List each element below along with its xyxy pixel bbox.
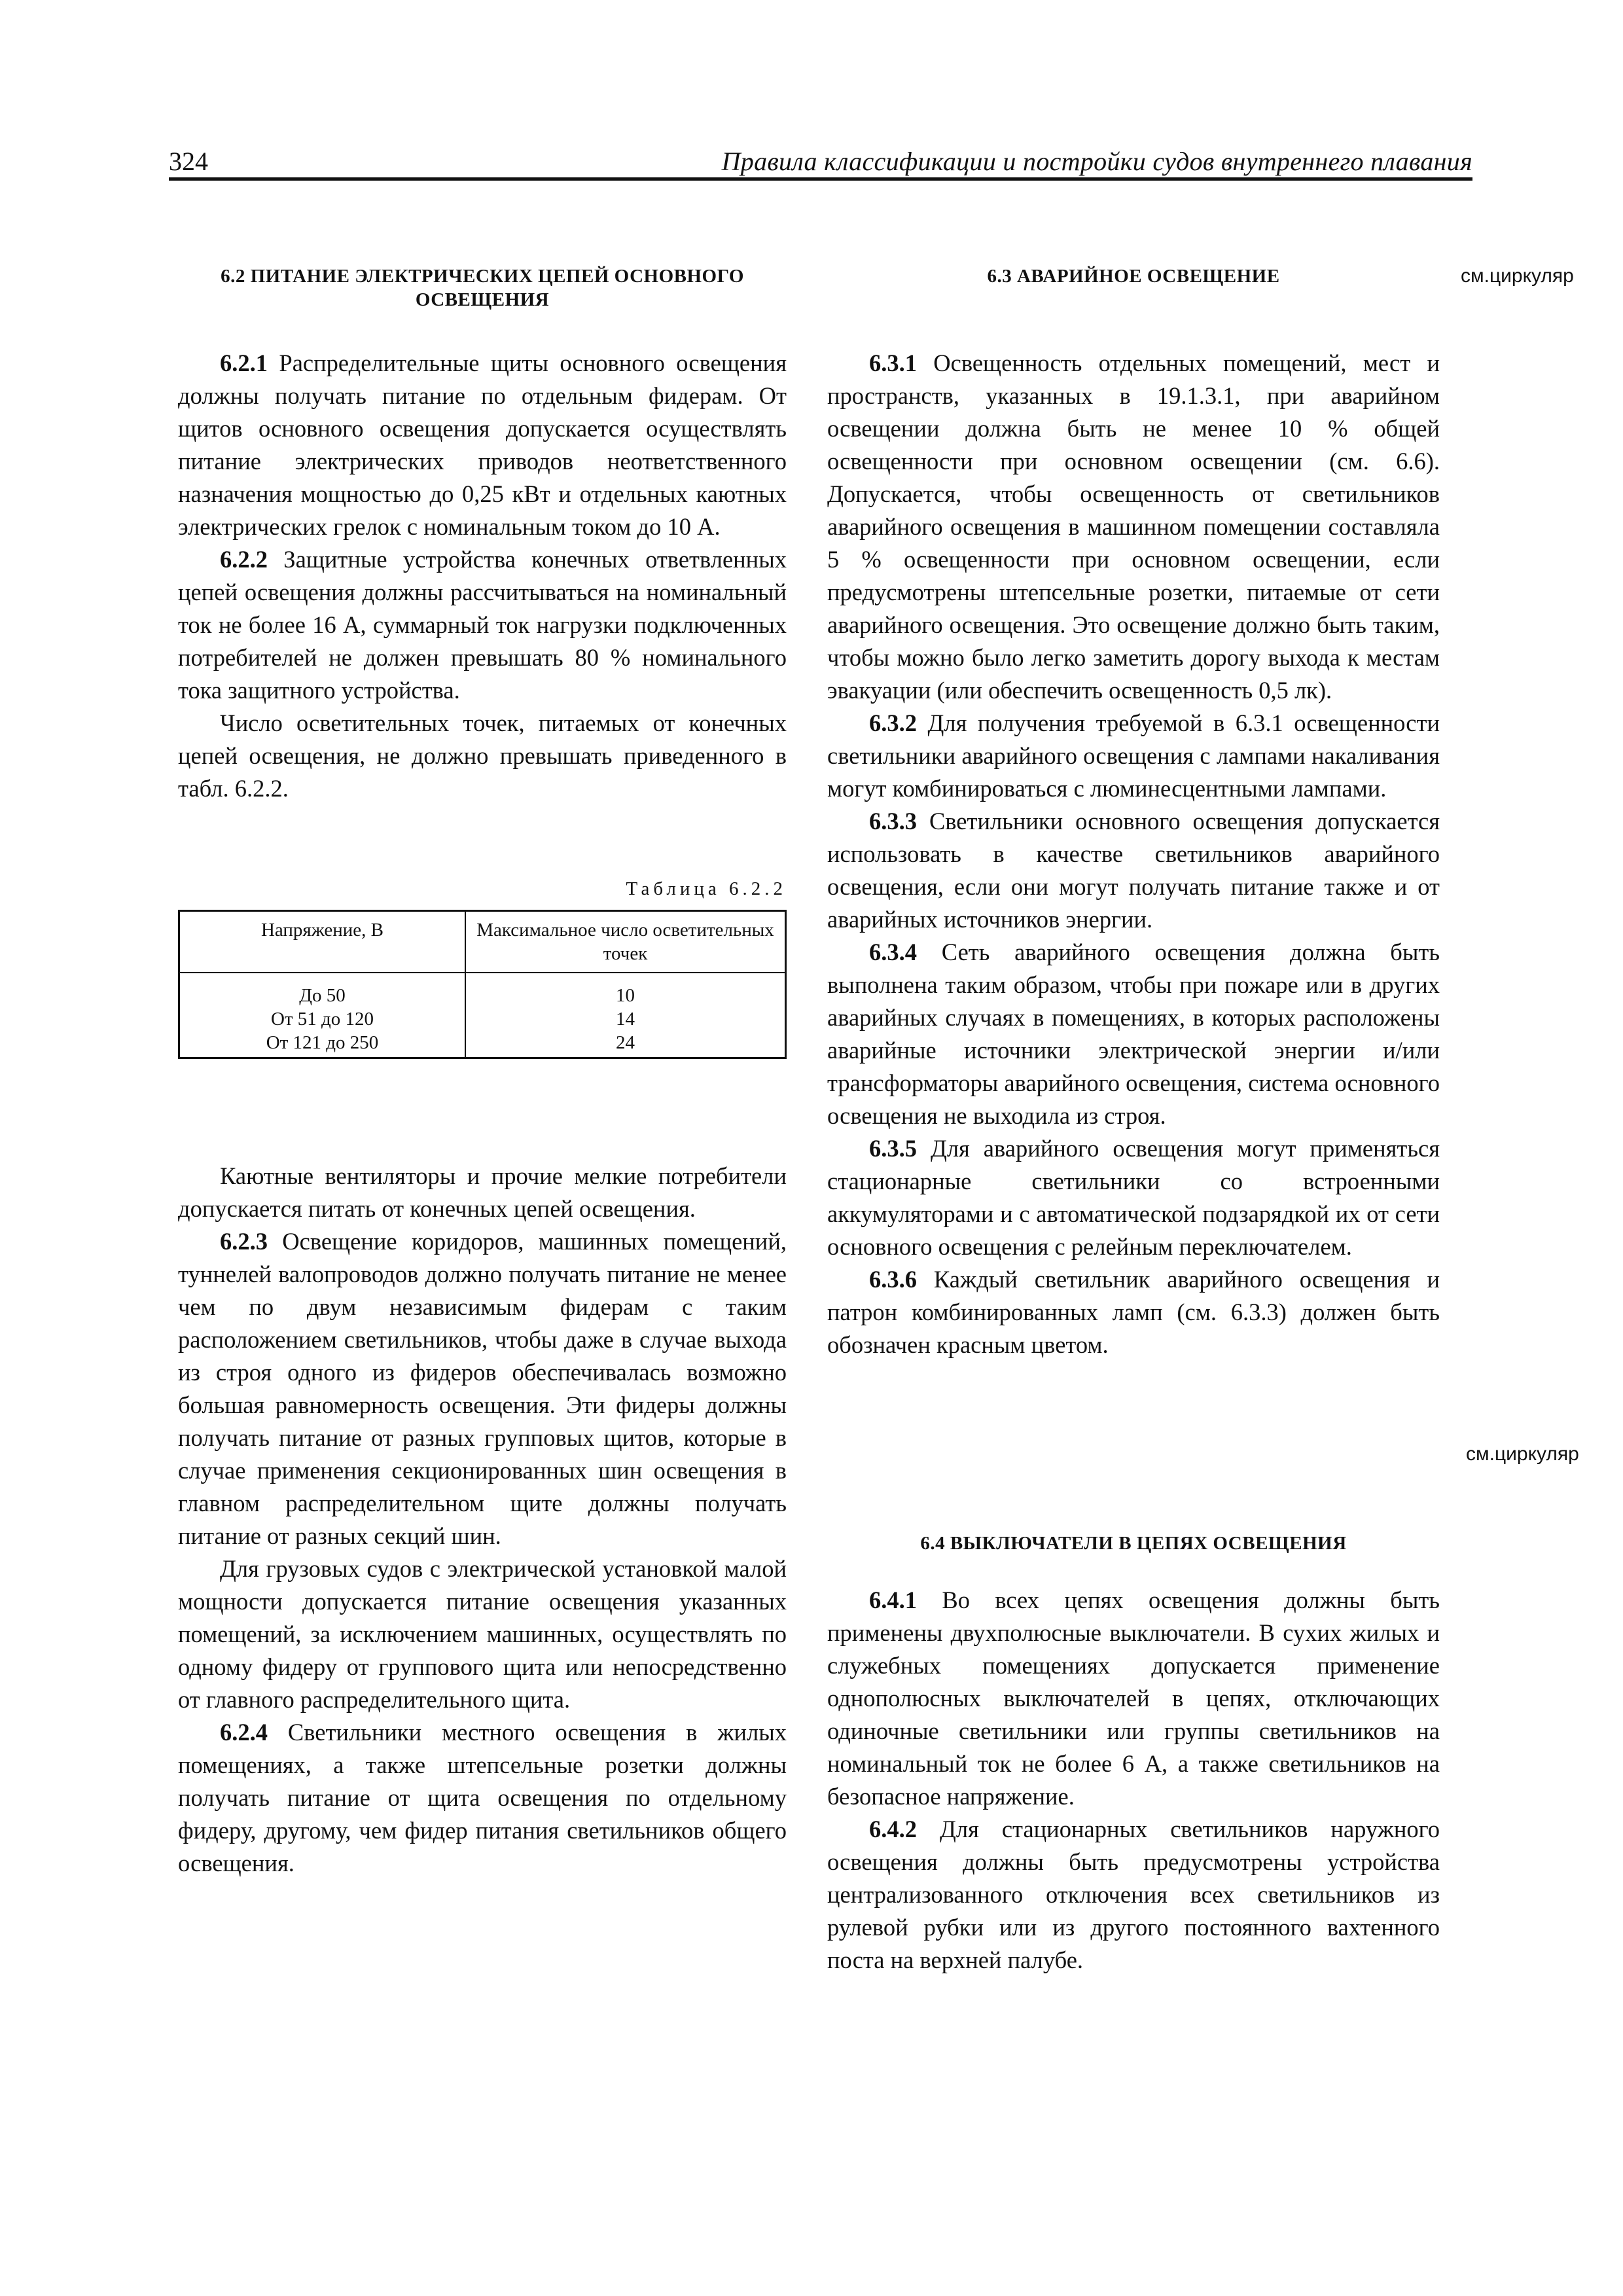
paragraph-6-3-2: [827, 707, 1440, 805]
paragraph-text: Во всех цепях освещения должны быть применены двухполюсные выключатели. В сухих жилых и служебных помещениях допускается применение однополюсных выключателей в цепях, отключающих одиночные светильники или группы светильников на номинальный ток не более 6 А, а также светильников на безопасное напряжение.: [827, 1587, 1440, 1810]
paragraph-cabin-fans: Каютные вентиляторы и прочие мелкие потребители допускается питать от конечных цепей освещения.: [178, 1162, 787, 1222]
paragraph-6-2-4: [178, 1716, 787, 1880]
paragraph-6-2-2: [178, 543, 787, 707]
paragraph-lighting-points: Число осветительных точек, питаемых от конечных цепей освещения, не должно превышать приведенного в табл. 6.2.2.: [178, 709, 787, 802]
paragraph-6-4-1: [827, 1584, 1440, 1813]
right-text-block-1: [827, 347, 1440, 1361]
right-text-block-2: [827, 1584, 1440, 1977]
paragraph-text: Для получения требуемой в 6.3.1 освещенности светильники аварийного освещения с лампами накаливания могут комбинироваться с люминесцентными лампами.: [827, 709, 1440, 802]
paragraph-text: Светильники местного освещения в жилых помещениях, а также штепсельные розетки должны получать питание от щита освещения по отдельному фидеру, другому, чем фидер питания светильников общего освещения.: [178, 1719, 787, 1876]
table-caption: Таблица 6.2.2: [626, 878, 787, 899]
left-text-block-2: [178, 1160, 787, 1880]
table-cell-voltage: От 51 до 120: [179, 1007, 466, 1031]
table-cell-points: 14: [616, 1009, 635, 1030]
table-header-voltage: Напряжение, В: [179, 911, 466, 973]
paragraph-number: 6.3.3: [869, 808, 917, 834]
running-title: Правила классификации и постройки судов внутреннего плавания: [721, 147, 1472, 176]
paragraph-6-2-1: [178, 347, 787, 543]
paragraph-number: 6.3.2: [869, 709, 917, 736]
paragraph-number: 6.3.1: [869, 350, 917, 376]
paragraph-text: Освещение коридоров, машинных помещений, туннелей валопроводов должно получать питание не менее чем по двум независимым фидерам с таким расположением светильников, чтобы даже в случае выхода из строя одного из фидеров обеспечивалась возможно большая равномерность освещения. Эти фидеры должны получать питание от разных групповых щитов, которые в случае применения секционированных шин освещения в главном распределительном щите должны получать питание от разных секций шин.: [178, 1228, 787, 1549]
paragraph-number: 6.3.5: [869, 1135, 917, 1162]
paragraph-6-3-4: [827, 936, 1440, 1132]
paragraph-text: Защитные устройства конечных ответвленных цепей освещения должны рассчитываться на номинальный ток не более 16 А, суммарный ток нагрузки подключенных потребителей не должен превышать 80 % номинального тока защитного устройства.: [178, 546, 787, 704]
table-cell-points: 24: [616, 1032, 635, 1053]
paragraph-6-3-5: [827, 1132, 1440, 1263]
page-header: [169, 145, 1472, 178]
paragraph-number: 6.2.2: [220, 546, 268, 573]
table-cell-points: 10: [616, 985, 635, 1006]
paragraph-6-4-2: [827, 1813, 1440, 1977]
section-heading-6-4: 6.4 ВЫКЛЮЧАТЕЛИ В ЦЕПЯХ ОСВЕЩЕНИЯ: [920, 1533, 1347, 1554]
paragraph-number: 6.2.3: [220, 1228, 268, 1255]
section-heading-6-3: 6.3 АВАРИЙНОЕ ОСВЕЩЕНИЕ: [987, 266, 1280, 287]
margin-note-circular[interactable]: см.циркуляр: [1461, 265, 1574, 287]
table-header-max-points: Максимальное число осветительных точек: [465, 911, 786, 973]
table-row: [179, 1007, 786, 1031]
table-cell-voltage: До 50: [179, 973, 466, 1007]
table-row: [179, 1031, 786, 1058]
paragraph-text: Для стационарных светильников наружного освещения должны быть предусмотрены устройства централизованного отключения всех светильников из рулевой рубки или из другого постоянного вахтенного поста на верхней палубе.: [827, 1816, 1440, 1973]
paragraph-text: Светильники основного освещения допускается использовать в качестве светильников аварийного освещения, если они могут получать питание также и от аварийных источников энергии.: [827, 808, 1440, 933]
page-number: 324: [169, 147, 208, 176]
paragraph-6-3-6: [827, 1263, 1440, 1361]
table-cell-voltage: От 121 до 250: [179, 1031, 466, 1058]
table-header-row: [179, 911, 786, 973]
paragraph-text: Распределительные щиты основного освещения должны получать питание по отдельным фидерам. От щитов основного освещения допускается осуществлять питание электрических приводов неответственного назначения мощностью до 0,25 кВт и отдельных каютных электрических грелок с номинальным током до 10 А.: [178, 350, 787, 540]
paragraph-6-3-1: [827, 347, 1440, 707]
paragraph-text: Для аварийного освещения могут применяться стационарные светильники со встроенными аккумуляторами и с автоматической подзарядкой их от сети основного освещения с релейным переключателем.: [827, 1135, 1440, 1260]
paragraph-number: 6.2.4: [220, 1719, 268, 1746]
paragraph-number: 6.4.1: [869, 1587, 917, 1613]
paragraph-6-3-3: [827, 805, 1440, 936]
paragraph-number: 6.2.1: [220, 350, 268, 376]
paragraph-cargo-ships: Для грузовых судов с электрической установкой малой мощности допускается питание освещения указанных помещений, за исключением машинных, осуществлять по одному фидеру от группового щита или непосредственно от главного распределительного щита.: [178, 1555, 787, 1713]
table-row: [179, 973, 786, 1007]
margin-note-circular[interactable]: см.циркуляр: [1466, 1443, 1579, 1465]
section-heading-6-2: 6.2 ПИТАНИЕ ЭЛЕКТРИЧЕСКИХ ЦЕПЕЙ ОСНОВНОГО ОСВЕЩЕНИЯ: [221, 266, 744, 310]
paragraph-text: Сеть аварийного освещения должна быть выполнена таким образом, чтобы при пожаре или в других аварийных случаях в помещениях, в которых расположены аварийные источники электрической энергии и/или трансформаторы аварийного освещения, система основного освещения не выходила из строя.: [827, 939, 1440, 1129]
paragraph-text: Освещенность отдельных помещений, мест и пространств, указанных в 19.1.3.1, при аварийном освещении должна быть не менее 10 % общей освещенности при основном освещении (см. 6.6). Допускается, чтобы освещенность от светильников аварийного освещения в машинном помещении составляла 5 % освещенности при основном освещении, если предусмотрены штепсельные розетки, питаемые от сети аварийного освещения. Это освещение должно быть таким, чтобы можно было легко заметить дорогу выхода к местам эвакуации (или обеспечить освещенность 0,5 лк).: [827, 350, 1440, 704]
paragraph-number: 6.4.2: [869, 1816, 917, 1842]
paragraph-6-2-3: [178, 1225, 787, 1552]
paragraph-number: 6.3.4: [869, 939, 917, 965]
paragraph-number: 6.3.6: [869, 1266, 917, 1293]
header-rule: [169, 177, 1472, 181]
paragraph-text: Каждый светильник аварийного освещения и патрон комбинированных ламп (см. 6.3.3) должен быть обозначен красным цветом.: [827, 1266, 1440, 1358]
left-text-block-1: [178, 347, 787, 805]
table-6-2-2: [178, 910, 787, 1059]
